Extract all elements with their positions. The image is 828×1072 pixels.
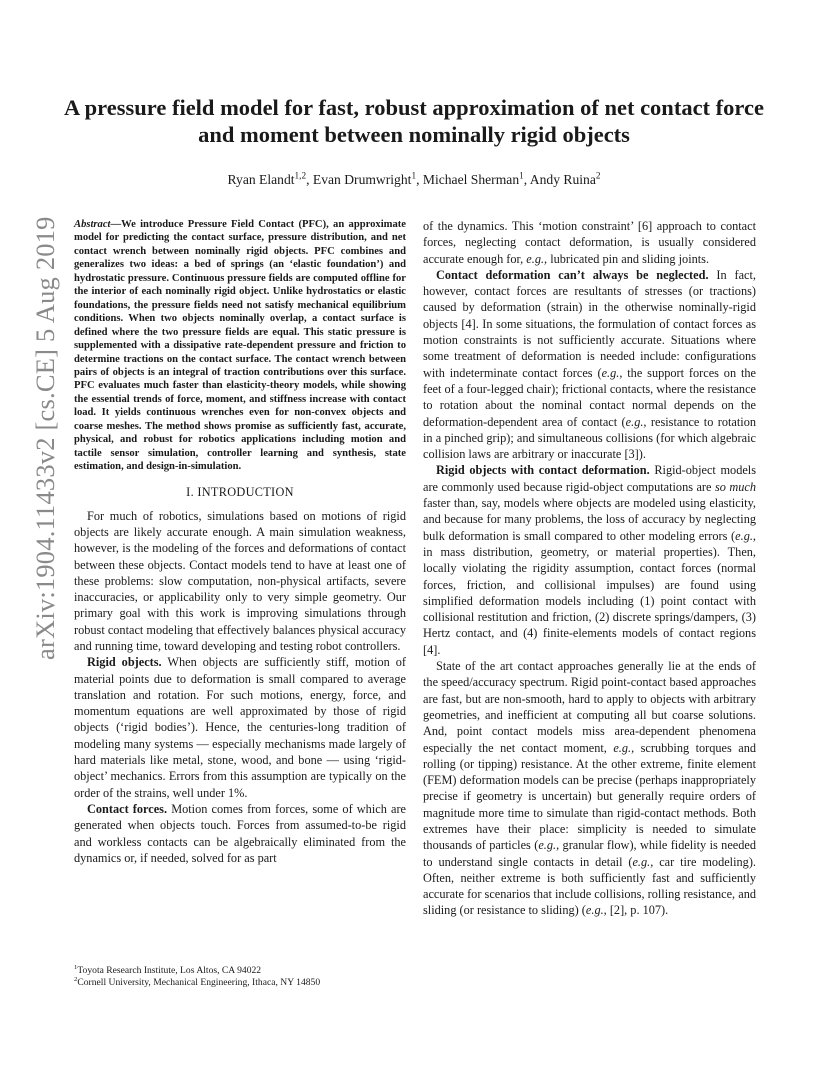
- author-name: Ryan Elandt: [227, 172, 295, 187]
- paragraph-text: Motion comes from forces, some of which are generated when objects touch. Forces from assumed-to-be rigid and workless contacts can be algebraically eliminated from the dynamics or, if needed, solved for as part: [74, 801, 406, 865]
- paragraph-text: Rigid-object models are commonly used because rigid-object computations are so much faster than, say, models where objects are modeled using elasticity, and because for many problems, the loss of accuracy by neglecting bulk deformation is small compared to other modeling errors (e.g., in mass distribution, geometry, or material properties). Then, locally violating the rigidity assumption, contact forces (normal forces, friction, and collisional impulses) are found using simplified deformation models including (1) point contact with collisional restitution and friction, (2) discrete springs/dampers, (3) Hertz contact, and (4) finite-elements models of contact regions [4].: [423, 463, 757, 657]
- body-paragraph: [423, 267, 756, 463]
- paragraph-heading: Rigid objects with contact deformation.: [436, 463, 650, 478]
- paragraph-text: For much of robotics, simulations based on motions of rigid objects are likely accurate enough. A main simulation weakness, however, is the modeling of the forces and deformations of contact between these objects. Contact models tend to have at least one of these problems: slow computation, non-physical artifacts, severe inaccuracies, or applicability only to very simple geometry. Our primary goal with this work is improving simulations through robust contact modeling that effectively balances physical accuracy and running time, toward developing and testing robot controllers.: [74, 508, 406, 653]
- body-paragraph: [74, 654, 406, 801]
- footnote: [74, 965, 406, 977]
- paragraph-text: When objects are sufficiently stiff, motion of material points due to deformation is small compared to average translation and rotation. For such motions, energy, force, and momentum equations are well approximated by those of rigid objects (‘rigid bodies’). Hence, the centuries-long tradition of modeling many systems — especially mechanisms made largely of hard materials like metal, stone, wood, and bone — using ‘rigid-object’ mechanics. Errors from this assumption are typically on the order of the strains, well under 1%.: [74, 655, 406, 800]
- body-paragraph: [423, 658, 756, 919]
- abstract-dash: —: [110, 219, 122, 230]
- paragraph-text: State of the art contact approaches generally lie at the ends of the speed/accuracy spectrum. Rigid point-contact based approaches are fast, but are non-smooth, hard to apply to objects with arbitrary geometries, and inefficient at computing all but coarse solutions. And, point contact models miss area-dependent phenomena especially the net contact moment, e.g., scrubbing torques and rolling (or tipping) resistance. At the other extreme, finite element (FEM) deformation models can be precise (perhaps inappropriately precise if geometry is uncertain) but generally require orders of magnitude more time to simulate than rigid-contact methods. Both extremes have their place: simplicity is needed to simulate thousands of particles (e.g., granular flow), while fidelity is needed to understand single contacts in detail (e.g., car tire modeling). Often, neither extreme is both sufficiently fast and sufficiently accurate for scenarios that include collisions, rolling resistance, and sliding (or resistance to sliding) (e.g., [2], p. 107).: [423, 659, 756, 918]
- author-affiliation-mark: 1,2: [294, 170, 307, 181]
- affiliation-footnotes: [74, 965, 406, 989]
- author-name: Michael Sherman: [422, 172, 520, 187]
- footnote-mark: 1: [74, 963, 78, 971]
- introduction-body: [74, 508, 406, 867]
- section-heading-introduction: I. INTRODUCTION: [186, 484, 294, 499]
- footnote-text: Cornell University, Mechanical Engineering, Ithaca, NY 14850: [77, 977, 321, 989]
- author-separator: ,: [523, 172, 530, 187]
- author-separator: ,: [416, 172, 423, 187]
- abstract-label: Abstract: [74, 219, 111, 230]
- body-paragraph: [423, 462, 756, 658]
- paragraph-heading: Contact deformation can’t always be neglected.: [436, 267, 709, 282]
- abstract-text: We introduce Pressure Field Contact (PFC), an approximate model for predicting the contact surface, pressure distribution, and net contact wrench between nominally rigid objects. PFC combines and generalizes two ideas: a bed of springs (an ‘elastic foundation’) and hydrostatic pressure. Continuous pressure fields are computed offline for the interior of each nominally rigid object. Unlike hydrostatics or elastic foundations, the pressure fields need not satisfy mechanical equilibrium conditions. When two objects nominally overlap, a contact surface is defined where the two pressure fields are equal. This static pressure is supplemented with a dissipative rate-dependent pressure and friction to determine tractions on the contact surface. The contact wrench between pairs of objects is an integral of traction contributions over this surface. PFC evaluates much faster than elasticity-theory models, while showing the essential trends of force, moment, and stiffness increase with contact load. It yields continuous wrenches even for non-convex objects and coarse meshes. The method shows promise as sufficiently fast, accurate, physical, and robust for robotics applications including motion and tactile sensor simulation, controller learning and synthesis, state estimation, and design-in-simulation.: [74, 219, 406, 473]
- right-column: [423, 218, 756, 919]
- footnote-mark: 2: [74, 976, 78, 984]
- author-name: Evan Drumwright: [312, 172, 412, 187]
- introduction-body-continued: [423, 218, 756, 919]
- author-separator: ,: [306, 172, 313, 187]
- author-affiliation-mark: 1: [411, 170, 417, 181]
- body-paragraph: [423, 218, 756, 267]
- paragraph-heading: Contact forces.: [87, 801, 168, 816]
- left-column: [74, 218, 406, 866]
- paper-title: A pressure field model for fast, robust approximation of net contact force and moment between nominally rigid objects: [64, 95, 764, 147]
- body-paragraph: [74, 508, 406, 655]
- abstract: [74, 218, 406, 474]
- body-paragraph: [74, 801, 406, 866]
- author-affiliation-mark: 2: [595, 170, 601, 181]
- paragraph-text: In fact, however, contact forces are resultants of stresses (or tractions) caused by deformation (strain) in the otherwise nominally-rigid objects [4]. In some situations, the formulation of contact forces as motion constraints is not sufficiently accurate. Situations where some treatment of deformation is needed include: configurations with indeterminate contact forces (e.g., the support forces on the feet of a four-legged chair); frictional contacts, where the resistance to rotation about the nominal contact normal depends on the deformation-dependent area of contact (e.g., resistance to rotation in a pinched grip); and simultaneous collisions (for which algebraic collision laws are arbitrary or inaccurate [3]).: [423, 267, 756, 462]
- author-affiliation-mark: 1: [519, 170, 524, 181]
- author-name: Andy Ruina: [529, 172, 596, 187]
- paragraph-text: of the dynamics. This ‘motion constraint’ [6] approach to contact forces, neglecting contact deformation, is usually considered accurate enough for, e.g., lubricated pin and sliding joints.: [423, 219, 756, 266]
- footnote: [74, 977, 406, 989]
- footnote-text: Toyota Research Institute, Los Altos, CA 94022: [77, 965, 262, 976]
- author-list: [60, 171, 768, 189]
- paragraph-heading: Rigid objects.: [87, 655, 162, 670]
- arxiv-identifier-stamp: arXiv:1904.11433v2 [cs.CE] 5 Aug 2019: [30, 216, 60, 660]
